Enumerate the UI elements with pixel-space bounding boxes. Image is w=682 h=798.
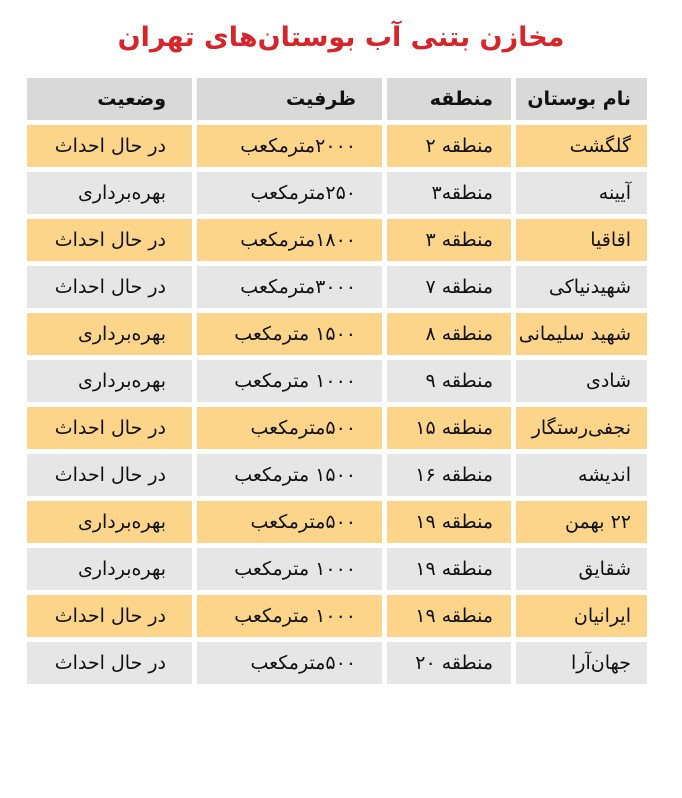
cell-capacity: ۲۰۰۰مترمکعب (197, 125, 382, 167)
cell-region: منطقه ۱۹ (387, 501, 511, 543)
cell-region: منطقه ۱۶ (387, 454, 511, 496)
cell-status: در حال احداث (27, 595, 192, 637)
cell-region: منطقه ۹ (387, 360, 511, 402)
cell-capacity: ۱۰۰۰ مترمکعب (197, 360, 382, 402)
cell-capacity: ۱۵۰۰ مترمکعب (197, 313, 382, 355)
cell-park-name: ۲۲ بهمن (516, 501, 647, 543)
cell-park-name: آیینه (516, 172, 647, 214)
cell-status: بهره‌برداری (27, 360, 192, 402)
cell-region: منطقه ۳ (387, 219, 511, 261)
cell-park-name: ایرانیان (516, 595, 647, 637)
cell-park-name: اندیشه (516, 454, 647, 496)
header-park-name: نام بوستان (516, 78, 647, 120)
cell-status: در حال احداث (27, 219, 192, 261)
cell-status: بهره‌برداری (27, 501, 192, 543)
cell-capacity: ۲۵۰مترمکعب (197, 172, 382, 214)
cell-status: در حال احداث (27, 642, 192, 684)
header-capacity: ظرفیت (197, 78, 382, 120)
cell-region: منطقه ۱۹ (387, 548, 511, 590)
cell-status: در حال احداث (27, 454, 192, 496)
cell-region: منطقه ۷ (387, 266, 511, 308)
cell-capacity: ۵۰۰مترمکعب (197, 501, 382, 543)
cell-capacity: ۳۰۰۰مترمکعب (197, 266, 382, 308)
cell-status: بهره‌برداری (27, 172, 192, 214)
cell-park-name: شهید سلیمانی (516, 313, 647, 355)
cell-capacity: ۱۸۰۰مترمکعب (197, 219, 382, 261)
cell-park-name: شادی (516, 360, 647, 402)
cell-status: در حال احداث (27, 266, 192, 308)
cell-park-name: شهیدنیاکی (516, 266, 647, 308)
cell-region: منطقه ۲ (387, 125, 511, 167)
cell-capacity: ۱۵۰۰ مترمکعب (197, 454, 382, 496)
cell-park-name: شقایق (516, 548, 647, 590)
cell-park-name: اقاقیا (516, 219, 647, 261)
cell-region: منطقه ۸ (387, 313, 511, 355)
cell-status: بهره‌برداری (27, 548, 192, 590)
cell-region: منطقه ۱۹ (387, 595, 511, 637)
cell-capacity: ۱۰۰۰ مترمکعب (197, 595, 382, 637)
cell-status: در حال احداث (27, 125, 192, 167)
cell-status: در حال احداث (27, 407, 192, 449)
cell-park-name: جهان‌آرا (516, 642, 647, 684)
cell-region: منطقه ۲۰ (387, 642, 511, 684)
cell-region: منطقه ۱۵ (387, 407, 511, 449)
cell-capacity: ۵۰۰مترمکعب (197, 407, 382, 449)
header-status: وضعیت (27, 78, 192, 120)
header-region: منطقه (387, 78, 511, 120)
cell-status: بهره‌برداری (27, 313, 192, 355)
cell-capacity: ۵۰۰مترمکعب (197, 642, 382, 684)
cell-park-name: نجفی‌رستگار (516, 407, 647, 449)
cell-park-name: گلگشت (516, 125, 647, 167)
page-title: مخازن بتنی آب بوستان‌های تهران (117, 22, 565, 53)
cell-capacity: ۱۰۰۰ مترمکعب (197, 548, 382, 590)
cell-region: منطقه۳ (387, 172, 511, 214)
parks-water-tanks-table (27, 78, 647, 684)
